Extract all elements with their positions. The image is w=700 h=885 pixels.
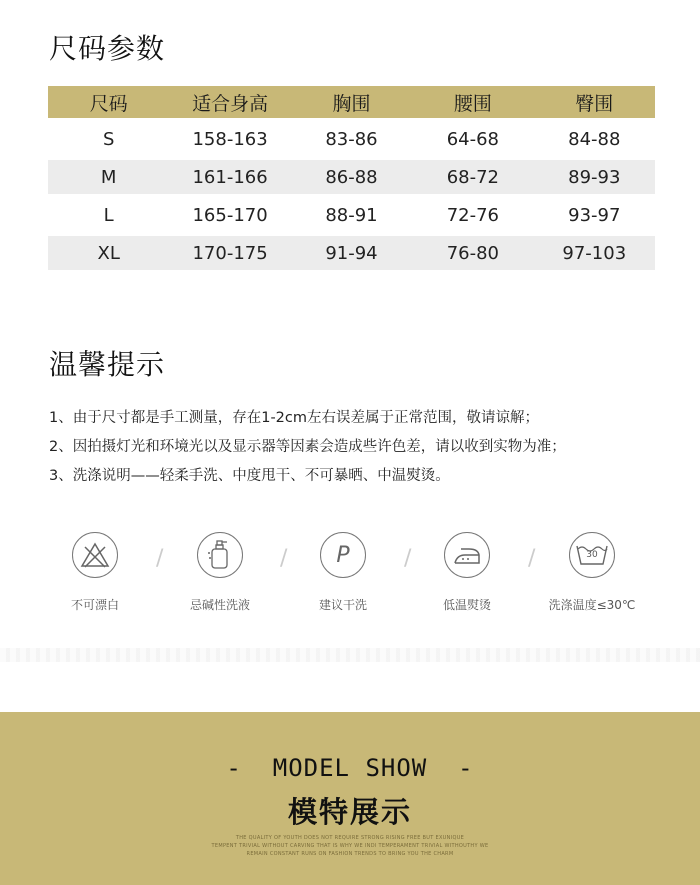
cell-hip: 84-88	[568, 128, 621, 150]
cell-waist: 64-68	[446, 128, 500, 150]
cell-height: 161-166	[169, 160, 290, 194]
cell-waist: 68-72	[412, 160, 533, 194]
model-show-english: - MODEL SHOW -	[226, 754, 474, 782]
cell-height: 165-170	[192, 204, 268, 226]
cell-chest: 88-91	[325, 204, 378, 226]
care-item-dry-clean	[288, 532, 398, 613]
care-item-detergent	[165, 532, 275, 613]
care-label: 低温熨烫	[442, 598, 491, 612]
care-label: 建议干洗	[318, 598, 367, 612]
size-table-header	[48, 86, 655, 118]
cell-chest: 91-94	[291, 236, 412, 270]
cell-chest: 86-88	[291, 160, 412, 194]
model-show-banner	[0, 712, 700, 885]
table-row	[48, 194, 655, 236]
cell-hip: 93-97	[568, 204, 621, 226]
cell-waist: 72-76	[446, 204, 500, 226]
header-height: 适合身高	[169, 86, 290, 118]
header-waist: 腰围	[412, 86, 533, 118]
detergent-bottle-icon	[197, 532, 243, 578]
header-size: 尺码	[48, 86, 169, 118]
tip-item: 1、由于尺寸都是手工测量，存在1-2cm左右误差属于正常范围，敬请谅解；	[49, 410, 540, 426]
header-hip: 臀围	[534, 86, 655, 118]
tips-list	[49, 404, 566, 491]
care-item-wash-temp	[537, 532, 647, 613]
cell-size: S	[102, 128, 115, 150]
care-item-iron	[412, 532, 522, 613]
care-label: 不可漂白	[70, 598, 119, 612]
table-row	[48, 160, 655, 194]
divider: /	[280, 546, 288, 571]
care-label: 洗涤温度≤30℃	[548, 598, 636, 612]
tip-item: 2、因拍摄灯光和环境光以及显示器等因素会造成些许色差，请以收到实物为准；	[49, 439, 566, 455]
cell-size: XL	[48, 236, 169, 270]
care-instructions	[40, 532, 680, 622]
dry-clean-icon	[320, 532, 366, 578]
cell-height: 158-163	[192, 128, 268, 150]
size-section-title: 尺码参数	[49, 32, 166, 65]
wash-temperature-value: 30	[586, 550, 598, 560]
cell-size: L	[103, 204, 114, 226]
model-show-chinese: 模特展示	[287, 795, 412, 829]
care-item-no-bleach	[40, 532, 150, 613]
decorative-pattern-strip	[0, 648, 700, 662]
table-row	[48, 236, 655, 270]
header-chest: 胸围	[291, 86, 412, 118]
cell-hip: 89-93	[534, 160, 655, 194]
tagline-line: THE QUALITY OF YOUTH DOES NOT REQUIRE STRONG RISING FREE BUT EXUNIQUE	[235, 835, 465, 841]
size-table	[48, 86, 655, 270]
iron-icon	[444, 532, 490, 578]
table-row	[48, 118, 655, 160]
cell-chest: 83-86	[325, 128, 378, 150]
tip-item: 3、洗涤说明——轻柔手洗、中度甩干、不可暴晒、中温熨烫。	[49, 468, 450, 484]
cell-size: M	[48, 160, 169, 194]
divider: /	[404, 546, 412, 571]
dry-clean-symbol: P	[336, 542, 350, 568]
care-label: 忌碱性洗液	[189, 598, 250, 612]
cell-height: 170-175	[169, 236, 290, 270]
tagline-line: REMAIN CONSTANT RUNS ON FASHION TRENDS TO BRING YOU THE CHARM	[246, 851, 454, 857]
divider: /	[528, 546, 536, 571]
model-show-tagline	[0, 834, 700, 858]
wash-temperature-icon	[569, 532, 615, 578]
no-bleach-icon	[72, 532, 118, 578]
tips-section-title: 温馨提示	[49, 348, 166, 381]
divider: /	[156, 546, 164, 571]
tagline-line: TEMPENT TRIVIAL WITHOUT CARVING THAT IS WHY WE INDI TEMPERAMENT TRIVIAL WITHOUTHY WE	[211, 843, 489, 849]
cell-hip: 97-103	[534, 236, 655, 270]
cell-waist: 76-80	[412, 236, 533, 270]
